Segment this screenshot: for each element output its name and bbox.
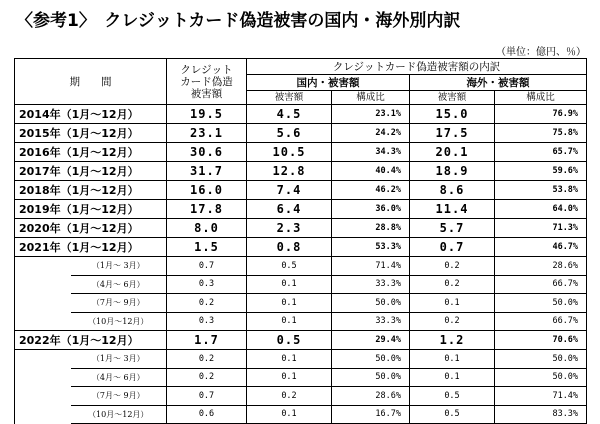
overseas-value: 1.2 <box>410 331 495 350</box>
domestic-value: 4.5 <box>247 105 332 124</box>
domestic-header: 国内・被害額 <box>247 75 410 91</box>
overseas-header: 海外・被害額 <box>410 75 587 91</box>
period-label: 2014年（1月～12月） <box>15 105 167 124</box>
table-row <box>15 257 587 276</box>
domestic-damage-header: 被害額 <box>247 91 332 105</box>
table-row <box>15 219 587 238</box>
domestic-ratio: 33.3% <box>332 275 410 294</box>
indent-cell <box>15 294 71 313</box>
total-value: 23.1 <box>167 124 247 143</box>
quarter-label: （4月～ 6月） <box>71 275 167 294</box>
table-row <box>15 238 587 257</box>
overseas-ratio: 46.7% <box>495 238 587 257</box>
overseas-ratio: 70.6% <box>495 331 587 350</box>
table-row <box>15 181 587 200</box>
total-value: 0.7 <box>167 257 247 276</box>
domestic-value: 0.1 <box>247 294 332 313</box>
domestic-ratio: 50.0% <box>332 294 410 313</box>
table-row <box>15 405 587 424</box>
period-label: 2021年（1月～12月） <box>15 238 167 257</box>
quarter-label: （7月～ 9月） <box>71 294 167 313</box>
period-label: 2022年（1月～12月） <box>15 331 167 350</box>
table-row <box>15 124 587 143</box>
overseas-value: 0.1 <box>410 368 495 387</box>
period-label: 2019年（1月～12月） <box>15 200 167 219</box>
quarter-label: （1月～ 3月） <box>71 350 167 369</box>
indent-cell <box>15 275 71 294</box>
domestic-ratio: 24.2% <box>332 124 410 143</box>
domestic-value: 7.4 <box>247 181 332 200</box>
table-row <box>15 387 587 406</box>
total-value: 0.6 <box>167 405 247 424</box>
quarter-label: （4月～ 6月） <box>71 368 167 387</box>
domestic-ratio: 46.2% <box>332 181 410 200</box>
total-value: 30.6 <box>167 143 247 162</box>
total-value: 31.7 <box>167 162 247 181</box>
total-value: 0.3 <box>167 312 247 331</box>
total-value: 1.5 <box>167 238 247 257</box>
domestic-ratio: 53.3% <box>332 238 410 257</box>
overseas-value: 0.1 <box>410 294 495 313</box>
overseas-ratio: 75.8% <box>495 124 587 143</box>
period-label: 2017年（1月～12月） <box>15 162 167 181</box>
domestic-value: 0.1 <box>247 275 332 294</box>
overseas-ratio: 83.3% <box>495 405 587 424</box>
domestic-ratio: 16.7% <box>332 405 410 424</box>
domestic-ratio: 40.4% <box>332 162 410 181</box>
breakdown-header: クレジットカード偽造被害額の内訳 <box>247 59 587 75</box>
domestic-value: 0.2 <box>247 387 332 406</box>
overseas-value: 0.5 <box>410 387 495 406</box>
overseas-ratio: 76.9% <box>495 105 587 124</box>
overseas-value: 20.1 <box>410 143 495 162</box>
domestic-value: 10.5 <box>247 143 332 162</box>
overseas-value: 0.5 <box>410 405 495 424</box>
domestic-value: 0.1 <box>247 312 332 331</box>
quarter-label: （10月～12月） <box>71 405 167 424</box>
overseas-ratio: 71.3% <box>495 219 587 238</box>
overseas-value: 0.2 <box>410 312 495 331</box>
page-title: 〈参考1〉 クレジットカード偽造被害の国内・海外別内訳 <box>16 11 461 31</box>
domestic-ratio: 50.0% <box>332 350 410 369</box>
overseas-value: 17.5 <box>410 124 495 143</box>
overseas-ratio: 50.0% <box>495 368 587 387</box>
quarter-label: （1月～ 3月） <box>71 257 167 276</box>
total-value: 16.0 <box>167 181 247 200</box>
domestic-ratio: 34.3% <box>332 143 410 162</box>
overseas-ratio: 50.0% <box>495 350 587 369</box>
period-label: 2018年（1月～12月） <box>15 181 167 200</box>
period-label: 2016年（1月～12月） <box>15 143 167 162</box>
unit-note: （単位：億円、％） <box>496 47 586 58</box>
overseas-ratio: 66.7% <box>495 312 587 331</box>
indent-cell <box>15 405 71 424</box>
overseas-damage-header: 被害額 <box>410 91 495 105</box>
overseas-value: 18.9 <box>410 162 495 181</box>
total-value: 0.2 <box>167 368 247 387</box>
overseas-value: 0.1 <box>410 350 495 369</box>
period-label: 2015年（1月～12月） <box>15 124 167 143</box>
quarter-label: （7月～ 9月） <box>71 387 167 406</box>
period-label: 2020年（1月～12月） <box>15 219 167 238</box>
total-value: 19.5 <box>167 105 247 124</box>
indent-cell <box>15 387 71 406</box>
overseas-ratio: 28.6% <box>495 257 587 276</box>
domestic-value: 0.1 <box>247 368 332 387</box>
overseas-value: 11.4 <box>410 200 495 219</box>
domestic-ratio-header: 構成比 <box>332 91 410 105</box>
table-row <box>15 368 587 387</box>
table-row <box>15 275 587 294</box>
table-row <box>15 143 587 162</box>
domestic-ratio: 23.1% <box>332 105 410 124</box>
domestic-value: 6.4 <box>247 200 332 219</box>
indent-cell <box>15 350 71 369</box>
table-row <box>15 350 587 369</box>
domestic-ratio: 28.6% <box>332 387 410 406</box>
domestic-value: 12.8 <box>247 162 332 181</box>
overseas-value: 0.2 <box>410 275 495 294</box>
domestic-ratio: 71.4% <box>332 257 410 276</box>
domestic-value: 2.3 <box>247 219 332 238</box>
domestic-ratio: 29.4% <box>332 331 410 350</box>
domestic-value: 0.1 <box>247 350 332 369</box>
overseas-ratio: 50.0% <box>495 294 587 313</box>
overseas-ratio: 66.7% <box>495 275 587 294</box>
overseas-ratio-header: 構成比 <box>495 91 587 105</box>
total-value: 0.2 <box>167 350 247 369</box>
quarter-label: （10月～12月） <box>71 312 167 331</box>
overseas-value: 5.7 <box>410 219 495 238</box>
domestic-ratio: 36.0% <box>332 200 410 219</box>
overseas-ratio: 65.7% <box>495 143 587 162</box>
overseas-ratio: 53.8% <box>495 181 587 200</box>
table-row <box>15 312 587 331</box>
overseas-value: 8.6 <box>410 181 495 200</box>
total-value: 8.0 <box>167 219 247 238</box>
total-value: 0.7 <box>167 387 247 406</box>
damage-table <box>14 58 587 424</box>
period-header: 期 間 <box>15 59 167 105</box>
table-row <box>15 105 587 124</box>
domestic-ratio: 50.0% <box>332 368 410 387</box>
domestic-value: 0.5 <box>247 331 332 350</box>
overseas-value: 0.7 <box>410 238 495 257</box>
overseas-value: 0.2 <box>410 257 495 276</box>
domestic-value: 0.1 <box>247 405 332 424</box>
total-value: 1.7 <box>167 331 247 350</box>
domestic-value: 0.8 <box>247 238 332 257</box>
total-value: 0.2 <box>167 294 247 313</box>
overseas-ratio: 64.0% <box>495 200 587 219</box>
total-value: 17.8 <box>167 200 247 219</box>
domestic-value: 0.5 <box>247 257 332 276</box>
indent-cell <box>15 257 71 276</box>
indent-cell <box>15 368 71 387</box>
domestic-value: 5.6 <box>247 124 332 143</box>
table-row <box>15 200 587 219</box>
total-header: クレジット カード偽造 被害額 <box>167 59 247 105</box>
domestic-ratio: 28.8% <box>332 219 410 238</box>
indent-cell <box>15 312 71 331</box>
table-row <box>15 331 587 350</box>
table-row <box>15 294 587 313</box>
total-value: 0.3 <box>167 275 247 294</box>
table-row <box>15 162 587 181</box>
overseas-value: 15.0 <box>410 105 495 124</box>
overseas-ratio: 71.4% <box>495 387 587 406</box>
overseas-ratio: 59.6% <box>495 162 587 181</box>
domestic-ratio: 33.3% <box>332 312 410 331</box>
